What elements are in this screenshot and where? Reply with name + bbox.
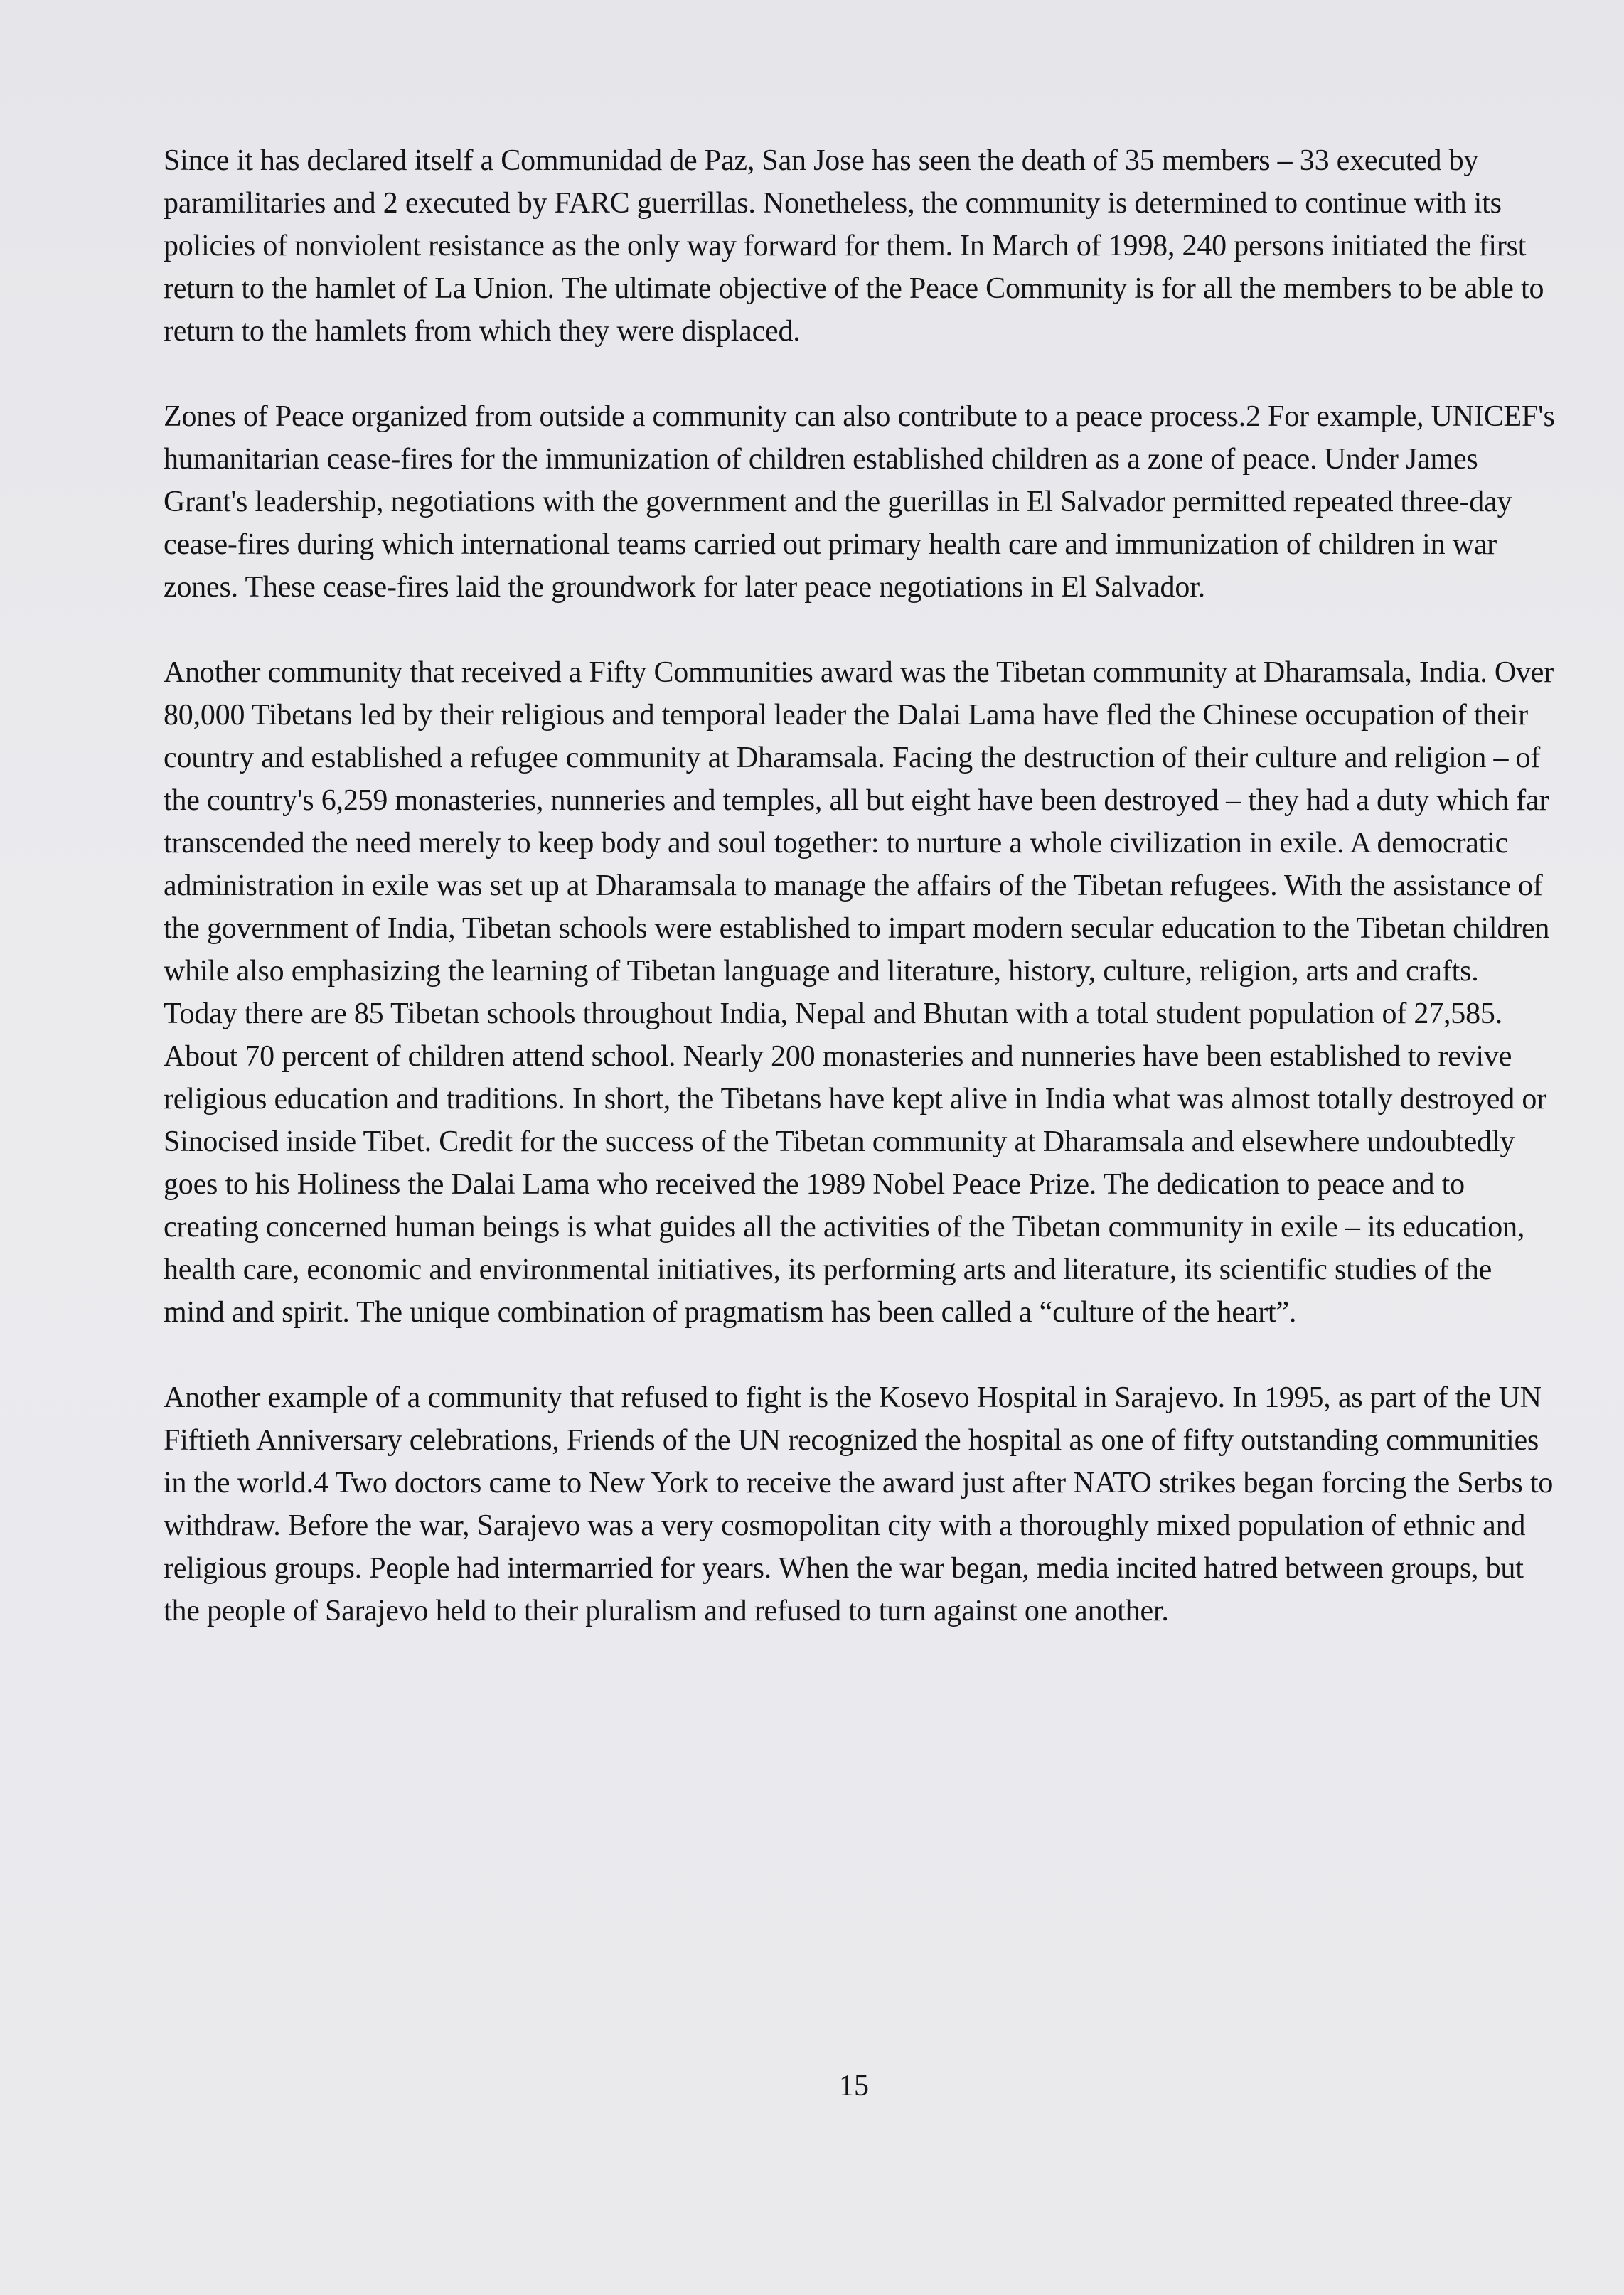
paragraph-kosevo-hospital: Another example of a community that refused to fight is the Kosevo Hospital in Sarajevo. In 1995, as part of the UN Fiftieth Anniversary celebrations, Friends of the UN recognized the hospital as one of fifty outstanding communities in the world.4 Two doctors came to New York to receive the award just after NATO strikes began forcing the Serbs to withdraw. Before the war, Sarajevo was a very cosmopolitan city with a thoroughly mixed population of ethnic and religious groups. People had intermarried for years. When the war began, media incited hatred between groups, but the people of Sarajevo held to their pluralism and refused to turn against one another.: [164, 1381, 1554, 1627]
paragraph-san-jose: Since it has declared itself a Communidad de Paz, San Jose has seen the death of 35 members – 33 executed by paramilitaries and 2 executed by FARC guerrillas. Nonetheless, the community is determined to continue with its policies of nonviolent resistance as the only way forward for them. In March of 1998, 240 persons initiated the first return to the hamlet of La Union. The ultimate objective of the Peace Community is for all the members to be able to return to the hamlets from which they were displaced.: [164, 144, 1544, 348]
body-text: [164, 139, 1557, 1675]
paragraph-zones-of-peace: Zones of Peace organized from outside a community can also contribute to a peace process.2 For example, UNICEF's humanitarian cease-fires for the immunization of children established children as a zone of peace. Under James Grant's leadership, negotiations with the government and the guerillas in El Salvador permitted repeated three-day cease-fires during which international teams carried out primary health care and immunization of children in war zones. These cease-fires laid the groundwork for later peace negotiations in El Salvador.: [164, 400, 1555, 604]
page-number: 15: [839, 2070, 869, 2102]
paragraph-tibetan-community: Another community that received a Fifty Communities award was the Tibetan community at Dharamsala, India. Over 80,000 Tibetans led by their religious and temporal leader the Dalai Lama have fled the Chinese occupation of their country and established a refugee community at Dharamsala. Facing the destruction of their culture and religion – of the country's 6,259 monasteries, nunneries and temples, all but eight have been destroyed – they had a duty which far transcended the need merely to keep body and soul together: to nurture a whole civilization in exile. A democratic administration in exile was set up at Dharamsala to manage the affairs of the Tibetan refugees. With the assistance of the government of India, Tibetan schools were established to impart modern secular education to the Tibetan children while also emphasizing the learning of Tibetan language and literature, history, culture, religion, arts and crafts. Today there are 85 Tibetan schools throughout India, Nepal and Bhutan with a total student population of 27,585. About 70 percent of children attend school. Nearly 200 monasteries and nunneries have been established to revive religious education and traditions. In short, the Tibetans have kept alive in India what was almost totally destroyed or Sinocised inside Tibet. Credit for the success of the Tibetan community at Dharamsala and elsewhere undoubtedly goes to his Holiness the Dalai Lama who received the 1989 Nobel Peace Prize. The dedication to peace and to creating concerned human beings is what guides all the activities of the Tibetan community in exile – its education, health care, economic and environmental initiatives, its performing arts and literature, its scientific studies of the mind and spirit. The unique combination of pragmatism has been called a “culture of the heart”.: [164, 656, 1554, 1329]
